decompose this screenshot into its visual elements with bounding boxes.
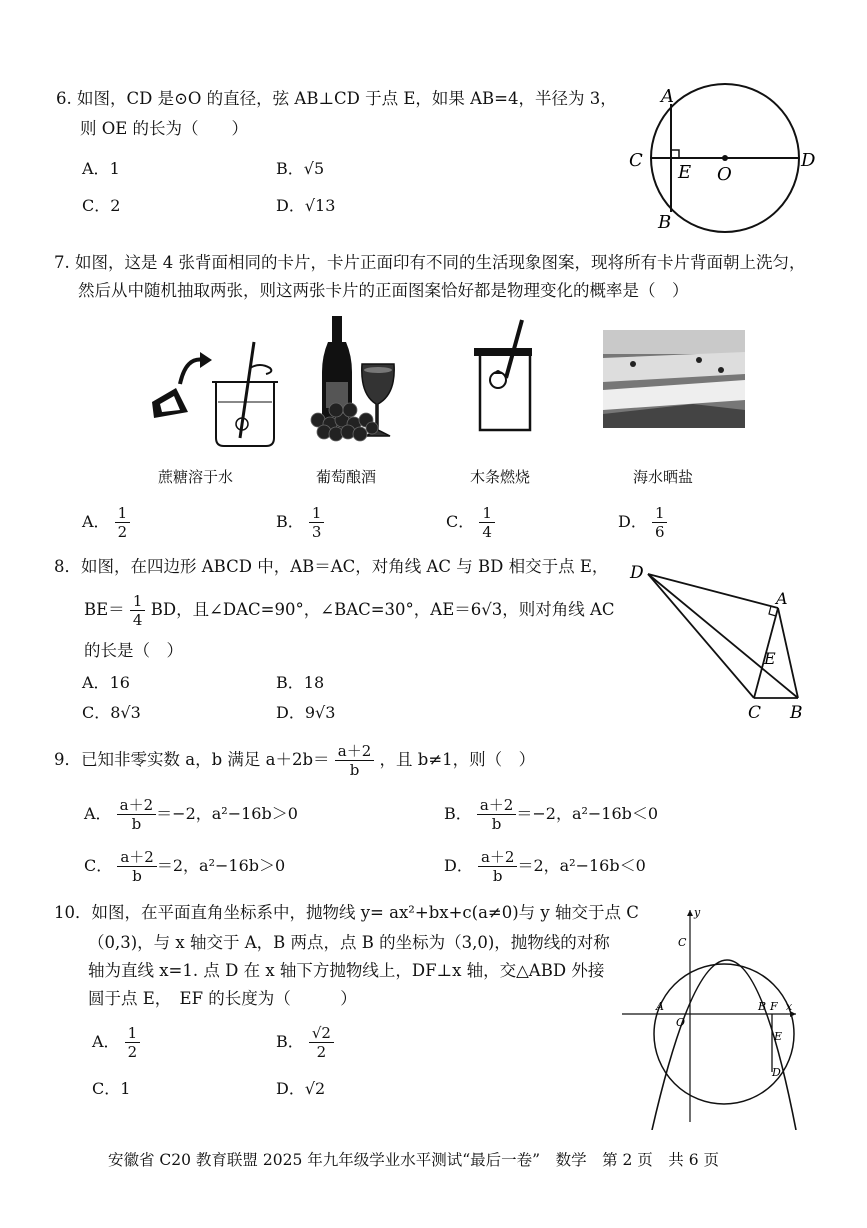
card-caption-1: 蔗糖溶于水 <box>158 468 234 486</box>
q6-center-point <box>722 155 728 161</box>
card-wood-burning-image <box>470 318 540 436</box>
q7-option-d: D． $\frac{1}{6}$ <box>618 504 667 541</box>
q9-option-a: A． $\frac{a+2}{b}$ ＝−2，a²−16b＞0 <box>84 796 298 833</box>
svg-text:D: D <box>630 563 644 583</box>
q7-option-a: A． $\frac{1}{2}$ <box>82 504 130 541</box>
q6-label-o: O <box>717 164 732 185</box>
q9-option-b: B． $\frac{a+2}{b}$ ＝−2，a²−16b＜0 <box>444 796 659 833</box>
card-caption-4: 海水晒盐 <box>633 468 694 486</box>
card-caption-3: 木条燃烧 <box>470 468 531 486</box>
q9-option-d: D． $\frac{a+2}{b}$ ＝2，a²−16b＜0 <box>444 848 646 885</box>
q8-option-a: A．16 <box>82 673 130 692</box>
q6-label-e: E <box>678 162 692 183</box>
q8-line1: 8．如图，在四边形 ABCD 中，AB＝AC，对角线 AC 与 BD 相交于点 E， <box>54 557 609 576</box>
svg-text:C: C <box>678 936 687 949</box>
q10-line3: 轴为直线 x=1. 点 D 在 x 轴下方抛物线上，DF⊥x 轴，交△ABD 外接 <box>88 961 605 980</box>
svg-text:B: B <box>758 1000 767 1013</box>
q9-option-c: C． $\frac{a+2}{b}$ ＝2，a²−16b＞0 <box>84 848 286 885</box>
q10-option-c: C．1 <box>92 1079 131 1098</box>
q8-option-d: D．9√3 <box>276 703 336 722</box>
q6-label-b: B <box>658 212 672 233</box>
q7-option-b: B． $\frac{1}{3}$ <box>276 504 324 541</box>
q10-option-a: A． $\frac{1}{2}$ <box>92 1024 140 1061</box>
q6-label-d: D <box>801 150 816 171</box>
q8-quadrilateral-figure <box>624 560 820 724</box>
q10-line1: 10．如图，在平面直角坐标系中，抛物线 y= ax²+bx+c(a≠0)与 y 轴交于点 C <box>54 903 639 922</box>
q8-line3: 的长是（ ） <box>84 641 183 660</box>
svg-text:D: D <box>772 1066 781 1079</box>
q8-option-c: C．8√3 <box>82 703 141 722</box>
q6-option-a: A．1 <box>82 159 120 178</box>
q6-label-c: C <box>629 150 643 171</box>
q10-option-b: B． $\frac{√2}{2}$ <box>276 1024 334 1061</box>
q6-option-b: B．√5 <box>276 159 325 178</box>
q6-circle-figure <box>625 82 825 242</box>
card-wine-making-image <box>306 312 406 444</box>
q6-label-a: A <box>661 86 674 107</box>
q8-line2: BE＝ $\frac{1}{4}$ BD，且∠DAC=90°，∠BAC=30°，AE＝6√3，则对角线 AC <box>84 592 615 629</box>
q6-line1: 6. 如图，CD 是⊙O 的直径，弦 AB⊥CD 于点 E，如果 AB=4，半径为 3， <box>56 89 617 108</box>
q10-line2: （0,3)，与 x 轴交于 A，B 两点，点 B 的坐标为（3,0)，抛物线的对称 <box>88 933 610 952</box>
q10-parabola-figure <box>614 900 804 1130</box>
q8-option-b: B．18 <box>276 673 325 692</box>
q7-line1: 7. 如图，这是 4 张背面相同的卡片，卡片正面印有不同的生活现象图案，现将所有卡片背面朝上洗匀， <box>54 253 806 272</box>
svg-text:x: x <box>786 1000 793 1013</box>
page-footer: 安徽省 C20 教育联盟 2025 年九年级学业水平测试“最后一卷” 数学 第 2 页 共 6 页 <box>108 1151 720 1169</box>
q6-option-c: C．2 <box>82 196 121 215</box>
svg-text:E: E <box>764 649 776 668</box>
svg-text:F: F <box>770 1000 778 1013</box>
q7-option-c: C． $\frac{1}{4}$ <box>446 504 495 541</box>
svg-text:C: C <box>748 703 762 723</box>
q10-option-d: D．√2 <box>276 1079 326 1098</box>
card-sugar-dissolving-image <box>146 338 286 448</box>
card-sea-salt-image <box>603 330 745 428</box>
q7-line2: 然后从中随机抽取两张，则这两张卡片的正面图案恰好都是物理变化的概率是（ ） <box>78 281 689 300</box>
q6-line2: 则 OE 的长为（ ） <box>80 119 249 138</box>
q10-line4: 圆于点 E， EF 的长度为（ ） <box>88 989 357 1008</box>
card-caption-2: 葡萄酿酒 <box>316 468 377 486</box>
q9-stem: 9．已知非零实数 a，b 满足 a＋2b＝ $\frac{a+2}{b}$ ，且 b≠1，则（ ） <box>54 742 536 779</box>
svg-text:A: A <box>656 1000 664 1013</box>
svg-text:E: E <box>774 1030 783 1043</box>
svg-text:B: B <box>790 703 803 723</box>
svg-text:y: y <box>694 906 701 919</box>
svg-text:O: O <box>676 1016 686 1029</box>
svg-text:A: A <box>776 589 788 608</box>
q6-right-angle-mark <box>671 150 679 158</box>
q6-option-d: D．√13 <box>276 196 336 215</box>
